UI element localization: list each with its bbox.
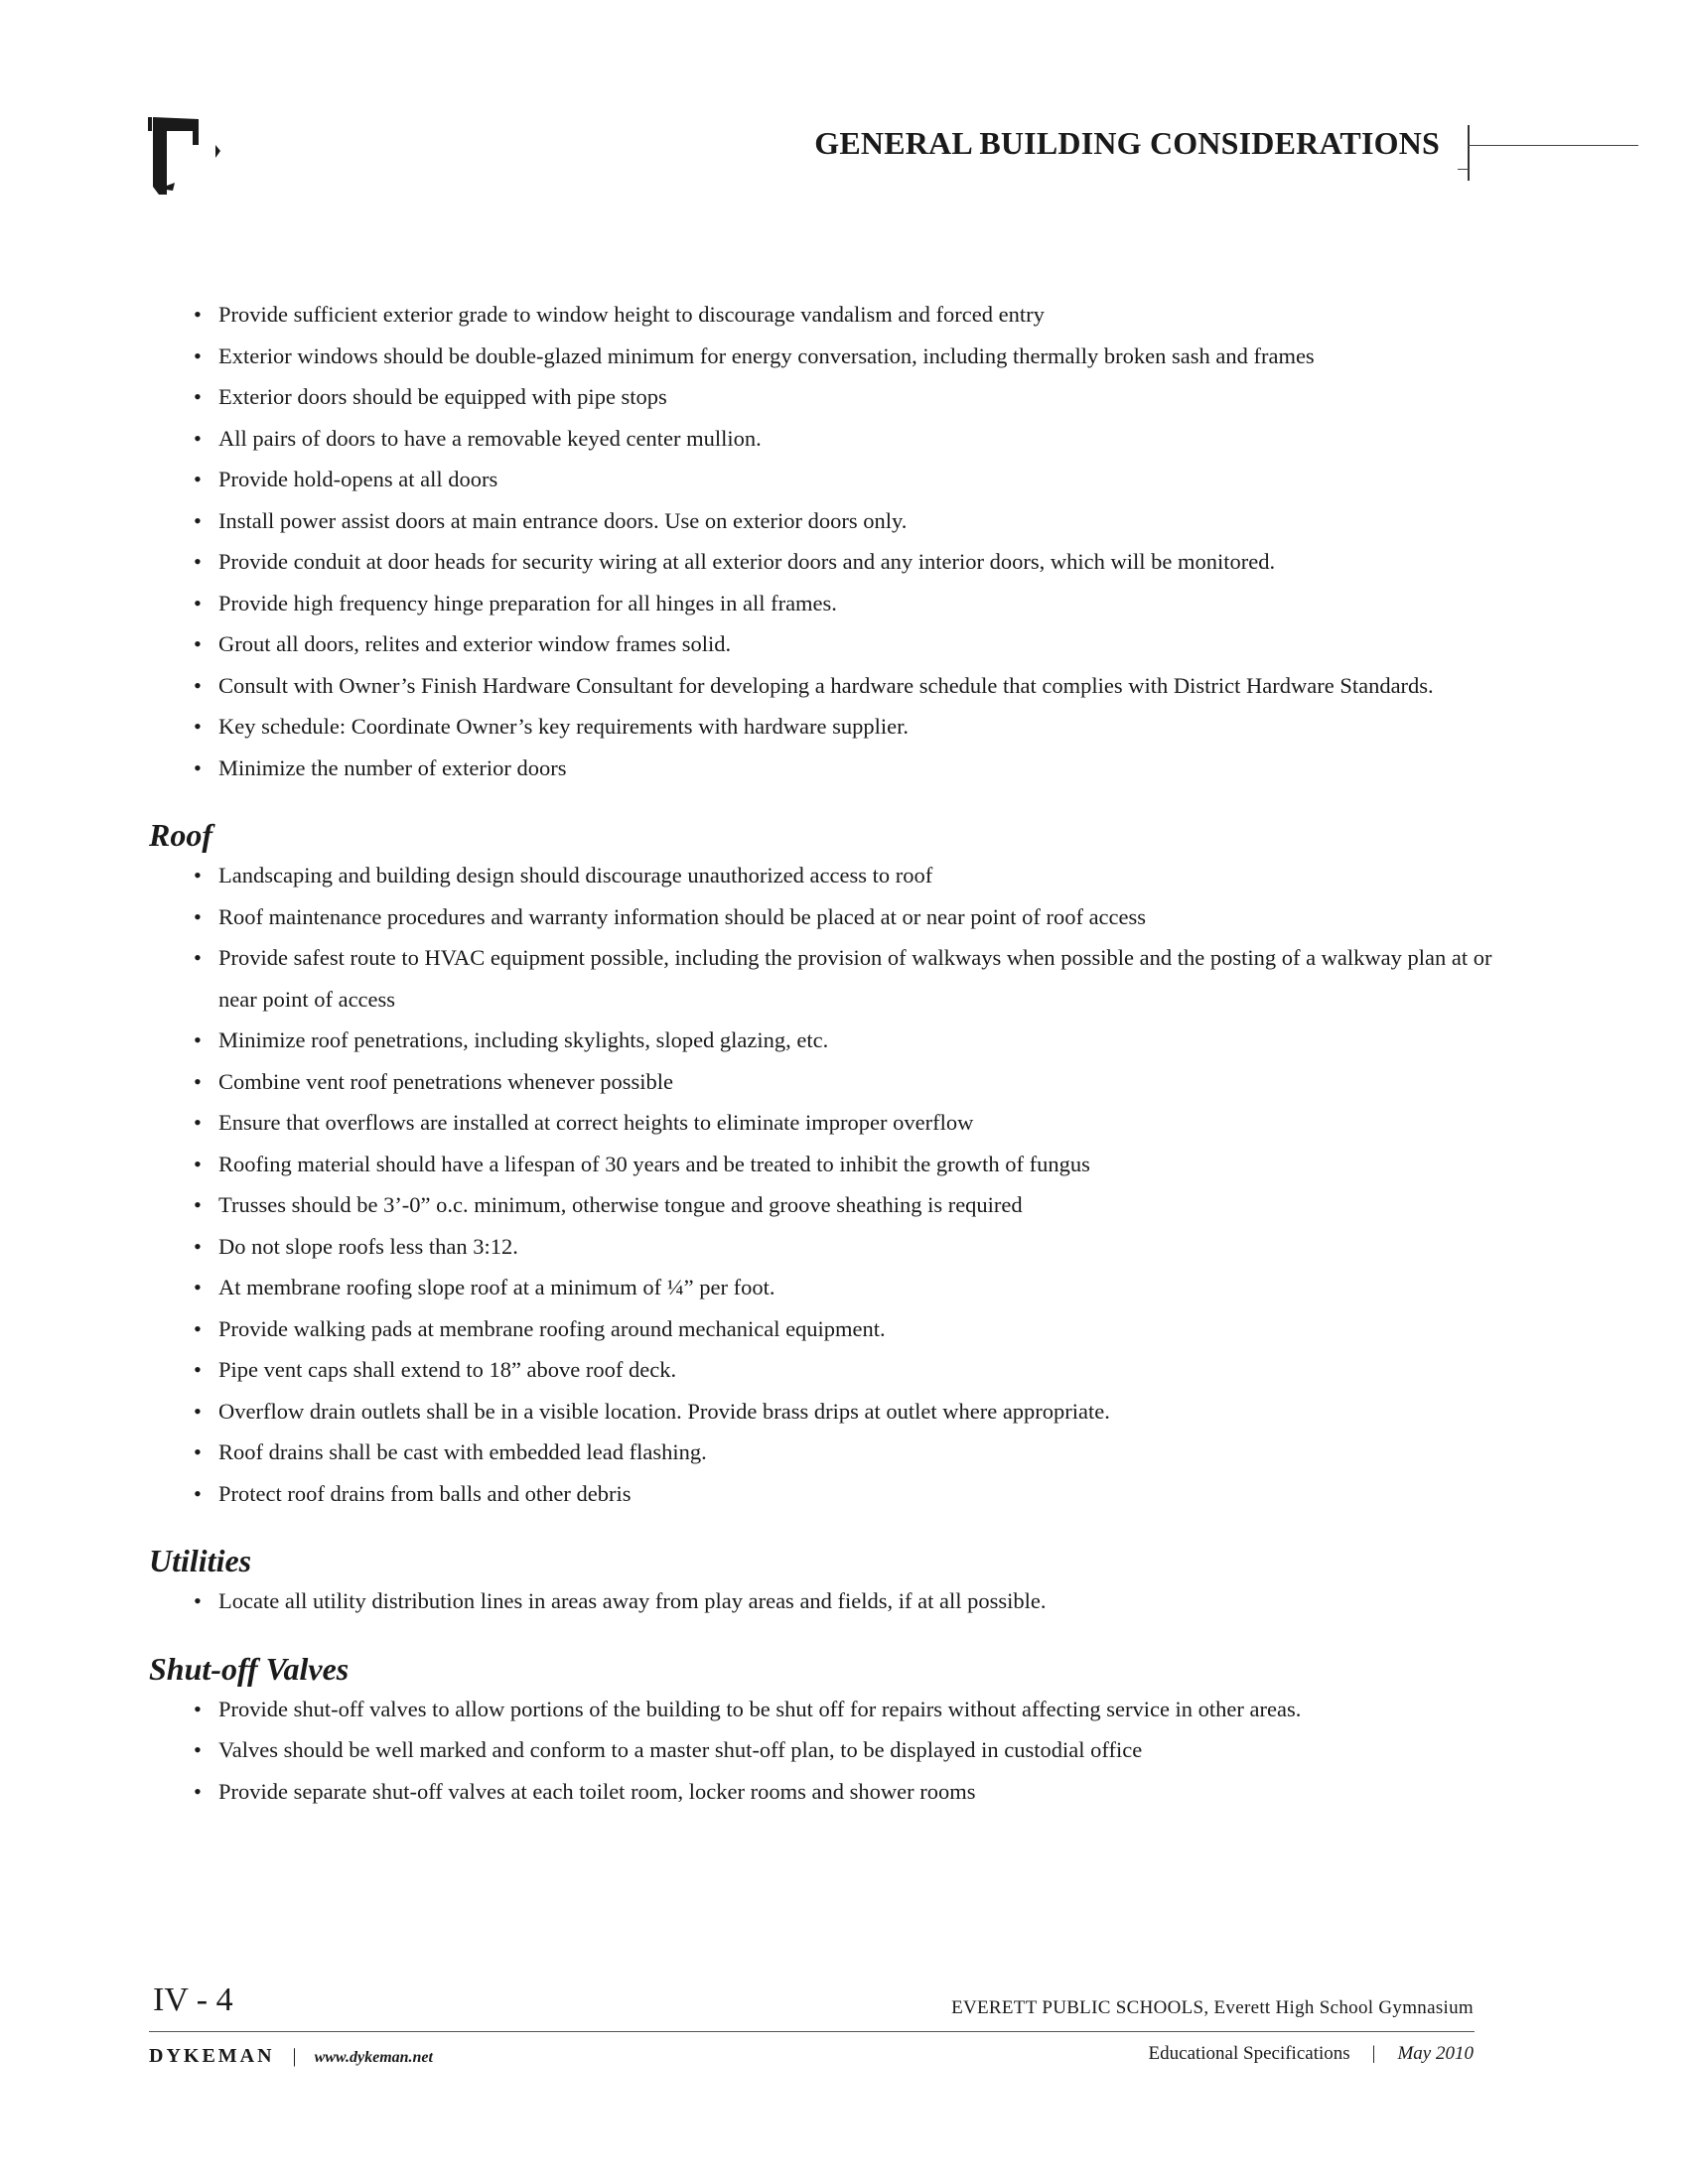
- utilities-list: [149, 1580, 1499, 1622]
- list-item: • Provide conduit at door heads for security wiring at all exterior doors and any interior doors, which will be monitored.: [149, 541, 1499, 583]
- page-number: IV - 4: [153, 1981, 233, 2018]
- footer-url-link[interactable]: www.dykeman.net: [314, 2049, 433, 2066]
- list-item: • Combine vent roof penetrations whenever possible: [149, 1061, 1499, 1103]
- footer-doc-title: Educational Specifications: [1148, 2043, 1350, 2064]
- list-item: • Overflow drain outlets shall be in a visible location. Provide brass drips at outlet where appropriate.: [149, 1391, 1499, 1433]
- list-item: • Provide sufficient exterior grade to window height to discourage vandalism and forced entry: [149, 294, 1499, 336]
- section-heading-shut-off-valves: Shut-off Valves: [149, 1650, 350, 1687]
- footer-rule: [149, 2031, 1475, 2032]
- list-item: • Minimize the number of exterior doors: [149, 748, 1499, 789]
- section-heading-roof: Roof: [149, 817, 212, 853]
- list-item: • Pipe vent caps shall extend to 18” above roof deck.: [149, 1349, 1499, 1391]
- list-item: • Provide shut-off valves to allow portions of the building to be shut off for repairs without affecting service in other areas.: [149, 1689, 1499, 1730]
- list-item: • Exterior doors should be equipped with pipe stops: [149, 376, 1499, 418]
- header-rule-tick: [1458, 169, 1469, 170]
- list-item: • Roof maintenance procedures and warranty information should be placed at or near point of roof access: [149, 896, 1499, 938]
- footer-doc-block: [1149, 2043, 1474, 2065]
- footer-school-name: EVERETT PUBLIC SCHOOLS, Everett High School Gymnasium: [951, 1997, 1474, 2018]
- list-item: • Provide safest route to HVAC equipment possible, including the provision of walkways when possible and the posting of a walkway plan at or near point of access: [149, 937, 1499, 1020]
- intro-list: [149, 294, 1499, 788]
- list-item: • Locate all utility distribution lines in areas away from play areas and fields, if at all possible.: [149, 1580, 1499, 1622]
- list-item: • Ensure that overflows are installed at correct heights to eliminate improper overflow: [149, 1102, 1499, 1144]
- footer-brand: DYKEMAN: [149, 2045, 275, 2067]
- header-horizontal-rule: [1468, 145, 1638, 146]
- list-item: • Protect roof drains from balls and other debris: [149, 1473, 1499, 1515]
- section-heading-utilities: Utilities: [149, 1543, 252, 1578]
- list-item: • Roofing material should have a lifespan of 30 years and be treated to inhibit the growth of fungus: [149, 1144, 1499, 1185]
- footer-separator: |: [292, 2045, 297, 2067]
- list-item: • Provide separate shut-off valves at each toilet room, locker rooms and shower rooms: [149, 1771, 1499, 1813]
- list-item: • Roof drains shall be cast with embedded lead flashing.: [149, 1432, 1499, 1473]
- shut-off-valves-list: [149, 1689, 1499, 1813]
- list-item: • Provide walking pads at membrane roofing around mechanical equipment.: [149, 1308, 1499, 1350]
- list-item: • Provide hold-opens at all doors: [149, 459, 1499, 500]
- list-item: • Valves should be well marked and conform to a master shut-off plan, to be displayed in custodial office: [149, 1729, 1499, 1771]
- list-item: • Provide high frequency hinge preparation for all hinges in all frames.: [149, 583, 1499, 624]
- list-item: • Grout all doors, relites and exterior window frames solid.: [149, 623, 1499, 665]
- list-item: • Do not slope roofs less than 3:12.: [149, 1226, 1499, 1268]
- list-item: • Key schedule: Coordinate Owner’s key requirements with hardware supplier.: [149, 706, 1499, 748]
- list-item: • Trusses should be 3’-0” o.c. minimum, otherwise tongue and groove sheathing is required: [149, 1184, 1499, 1226]
- footer-date: May 2010: [1397, 2043, 1474, 2064]
- footer-separator: |: [1371, 2043, 1376, 2064]
- roof-list: [149, 855, 1499, 1514]
- dykeman-logo-icon: [145, 111, 224, 201]
- header-vertical-rule: [1468, 125, 1470, 181]
- list-item: • Install power assist doors at main entrance doors. Use on exterior doors only.: [149, 500, 1499, 542]
- main-content: [149, 294, 1499, 1812]
- list-item: • At membrane roofing slope roof at a minimum of ¼” per foot.: [149, 1267, 1499, 1308]
- list-item: • Landscaping and building design should discourage unauthorized access to roof: [149, 855, 1499, 896]
- list-item: • Exterior windows should be double-glazed minimum for energy conversation, including thermally broken sash and frames: [149, 336, 1499, 377]
- footer-brand-block: [149, 2045, 433, 2068]
- list-item: • Minimize roof penetrations, including skylights, sloped glazing, etc.: [149, 1020, 1499, 1061]
- list-item: • Consult with Owner’s Finish Hardware Consultant for developing a hardware schedule that complies with District Hardware Standards.: [149, 665, 1499, 707]
- page-title: GENERAL BUILDING CONSIDERATIONS: [814, 125, 1440, 161]
- list-item: • All pairs of doors to have a removable keyed center mullion.: [149, 418, 1499, 460]
